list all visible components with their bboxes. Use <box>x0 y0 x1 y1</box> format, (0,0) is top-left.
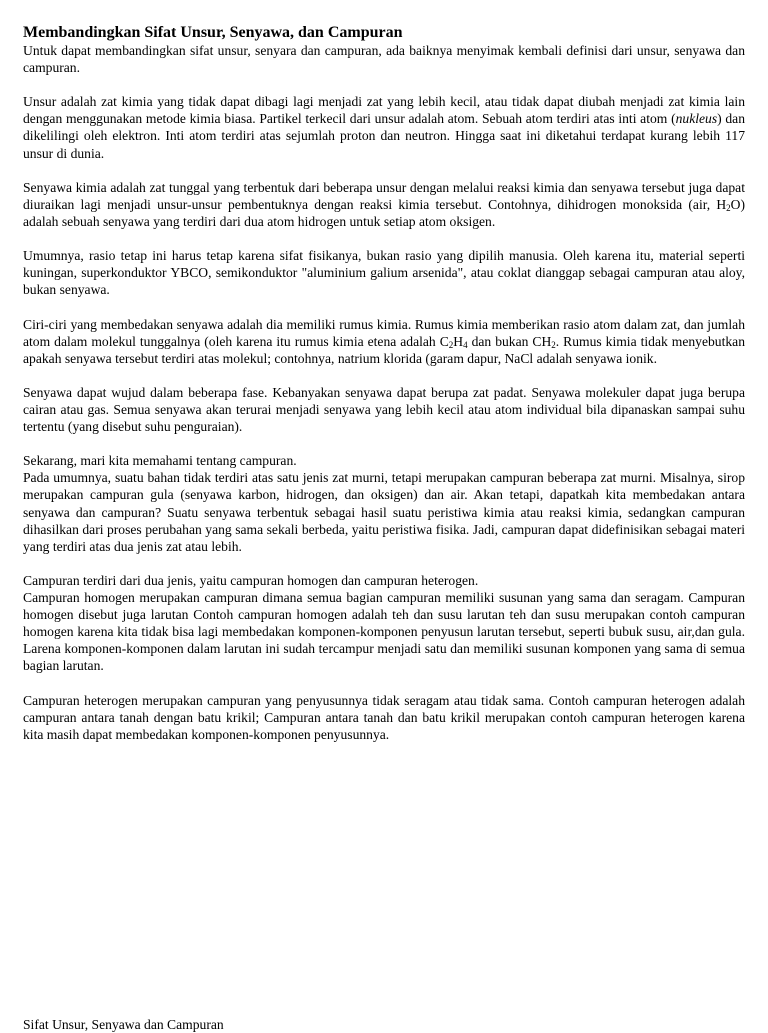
page-footer: Sifat Unsur, Senyawa dan Campuran <box>23 1017 224 1032</box>
paragraph-heterogen: Campuran heterogen merupakan campuran yang penyusunnya tidak seragam atau tidak sama. Contoh campuran heterogen adalah campuran antara tanah dengan batu krikil; Campuran antara tanah dan batu krikil merupakan contoh campuran heterogen karena kita masih dapat membedakan komponen-komponen penyusunnya. <box>23 692 745 742</box>
paragraph-intro: Untuk dapat membandingkan sifat unsur, senyara dan campuran, ada baiknya menyimak kembali definisi dari unsur, senyawa dan campuran. <box>23 43 745 76</box>
paragraph-campuran-def: Pada umumnya, suatu bahan tidak terdiri atas satu jenis zat murni, tetapi merupakan campuran beberapa zat murni. Misalnya, sirop merupakan campuran gula (senyawa karbon, hidrogen, dan oksigen) dan air. Akan tetapi, dapatkah kita membedakan antara senyawa dan campuran? Suatu senyawa terbentuk sebagai hasil suatu peristiwa kimia atau reaksi kimia, sedangkan campuran dihasilkan dari proses perubahan yang sama sekali berbeda, yaitu peristiwa fisika. Jadi, campuran dapat didefinisikan sebagai materi yang terdiri atas dua jenis zat atau lebih. <box>23 470 745 554</box>
ciri-text-1: Ciri-ciri yang membedakan senyawa adalah dia memiliki rumus kimia. Rumus kimia memberikan rasio atom dalam zat, dan jumlah atom dalam molekul tunggalnya (oleh karena itu rumus kimia etena adalah C <box>23 316 745 349</box>
ciri-subscript-1: 2 <box>448 339 454 350</box>
senyawa-text-2: O) adalah sebuah senyawa yang terdiri dari dua atom hidrogen untuk setiap atom oksigen. <box>23 196 745 229</box>
ciri-text-3: dan bukan CH <box>467 333 552 349</box>
unsur-text-1: Unsur adalah zat kimia yang tidak dapat dibagi lagi menjadi zat yang lebih kecil, atau tidak dapat diubah menjadi zat kimia lain dengan menggunakan metode kimia biasa. Partikel terkecil dari unsur adalah atom. Sebuah atom terdiri atas inti atom ( <box>23 94 745 127</box>
paragraph-unsur <box>23 93 745 161</box>
senyawa-text-1: Senyawa kimia adalah zat tunggal yang terbentuk dari beberapa unsur dengan melalui reaksi kimia dan senyawa tersebut juga dapat diuraikan lagi menjadi unsur-unsur pembentuknya dengan reaksi kimia tersebut. Contohnya, dihidrogen monoksida (air, H <box>23 179 745 212</box>
unsur-italic-term: nukleus <box>675 111 718 127</box>
document-title: Membandingkan Sifat Unsur, Senyawa, dan Campuran <box>23 24 403 41</box>
ciri-subscript-3: 2 <box>551 339 556 350</box>
ciri-text-4: . Rumus kimia tidak menyebutkan apakah senyawa tersebut terdiri atas molekul; contohnya, natrium klorida (garam dapur, NaCl adalah senyawa ionik. <box>23 333 745 366</box>
paragraph-ciri <box>23 316 745 367</box>
paragraph-campuran-intro: Sekarang, mari kita memahami tentang campuran. <box>23 453 297 469</box>
document-page <box>23 24 745 743</box>
ciri-text-2: H <box>453 333 464 349</box>
paragraph-wujud: Senyawa dapat wujud dalam beberapa fase. Kebanyakan senyawa dapat berupa zat padat. Senyawa molekuler dapat juga berupa cairan atau gas. Semua senyawa akan terurai menjadi senyawa yang lebih kecil atau atom individual bila dipanaskan sampai suhu tertentu (yang disebut suhu penguraian). <box>23 384 745 435</box>
paragraph-rasio: Umumnya, rasio tetap ini harus tetap karena sifat fisikanya, bukan rasio yang dipilih manusia. Oleh karena itu, material seperti kuningan, superkonduktor YBCO, semikonduktor "aluminium galium arsenida", atau coklat dianggap sebagai campuran atau aloy, bukan senyawa. <box>23 248 745 298</box>
unsur-text-2: ) dan dikelilingi oleh elektron. Inti atom terdiri atas sejumlah proton dan neutron. Hingga saat ini diketahui terdapat kurang lebih 117 unsur di dunia. <box>23 111 745 161</box>
ciri-subscript-2: 4 <box>463 339 468 350</box>
senyawa-subscript: 2 <box>726 202 731 213</box>
paragraph-senyawa <box>23 179 745 230</box>
paragraph-jenis: Campuran terdiri dari dua jenis, yaitu campuran homogen dan campuran heterogen. <box>23 572 479 588</box>
paragraph-homogen: Campuran homogen merupakan campuran dimana semua bagian campuran memiliki susunan yang sama dan seragam. Campuran homogen disebut juga larutan Contoh campuran homogen adalah teh dan susu larutan teh dan susu merupakan contoh campuran homogen karena kita tidak bisa lagi membedakan komponen-komponen penyusun larutan tersebut, seperti bubuk susu, air,dan gula. Larena komponen-komponen dalam larutan ini sudah tercampur menjadi satu dan memiliki susunan komponen yang sama di semua bagian larutan. <box>23 590 745 674</box>
